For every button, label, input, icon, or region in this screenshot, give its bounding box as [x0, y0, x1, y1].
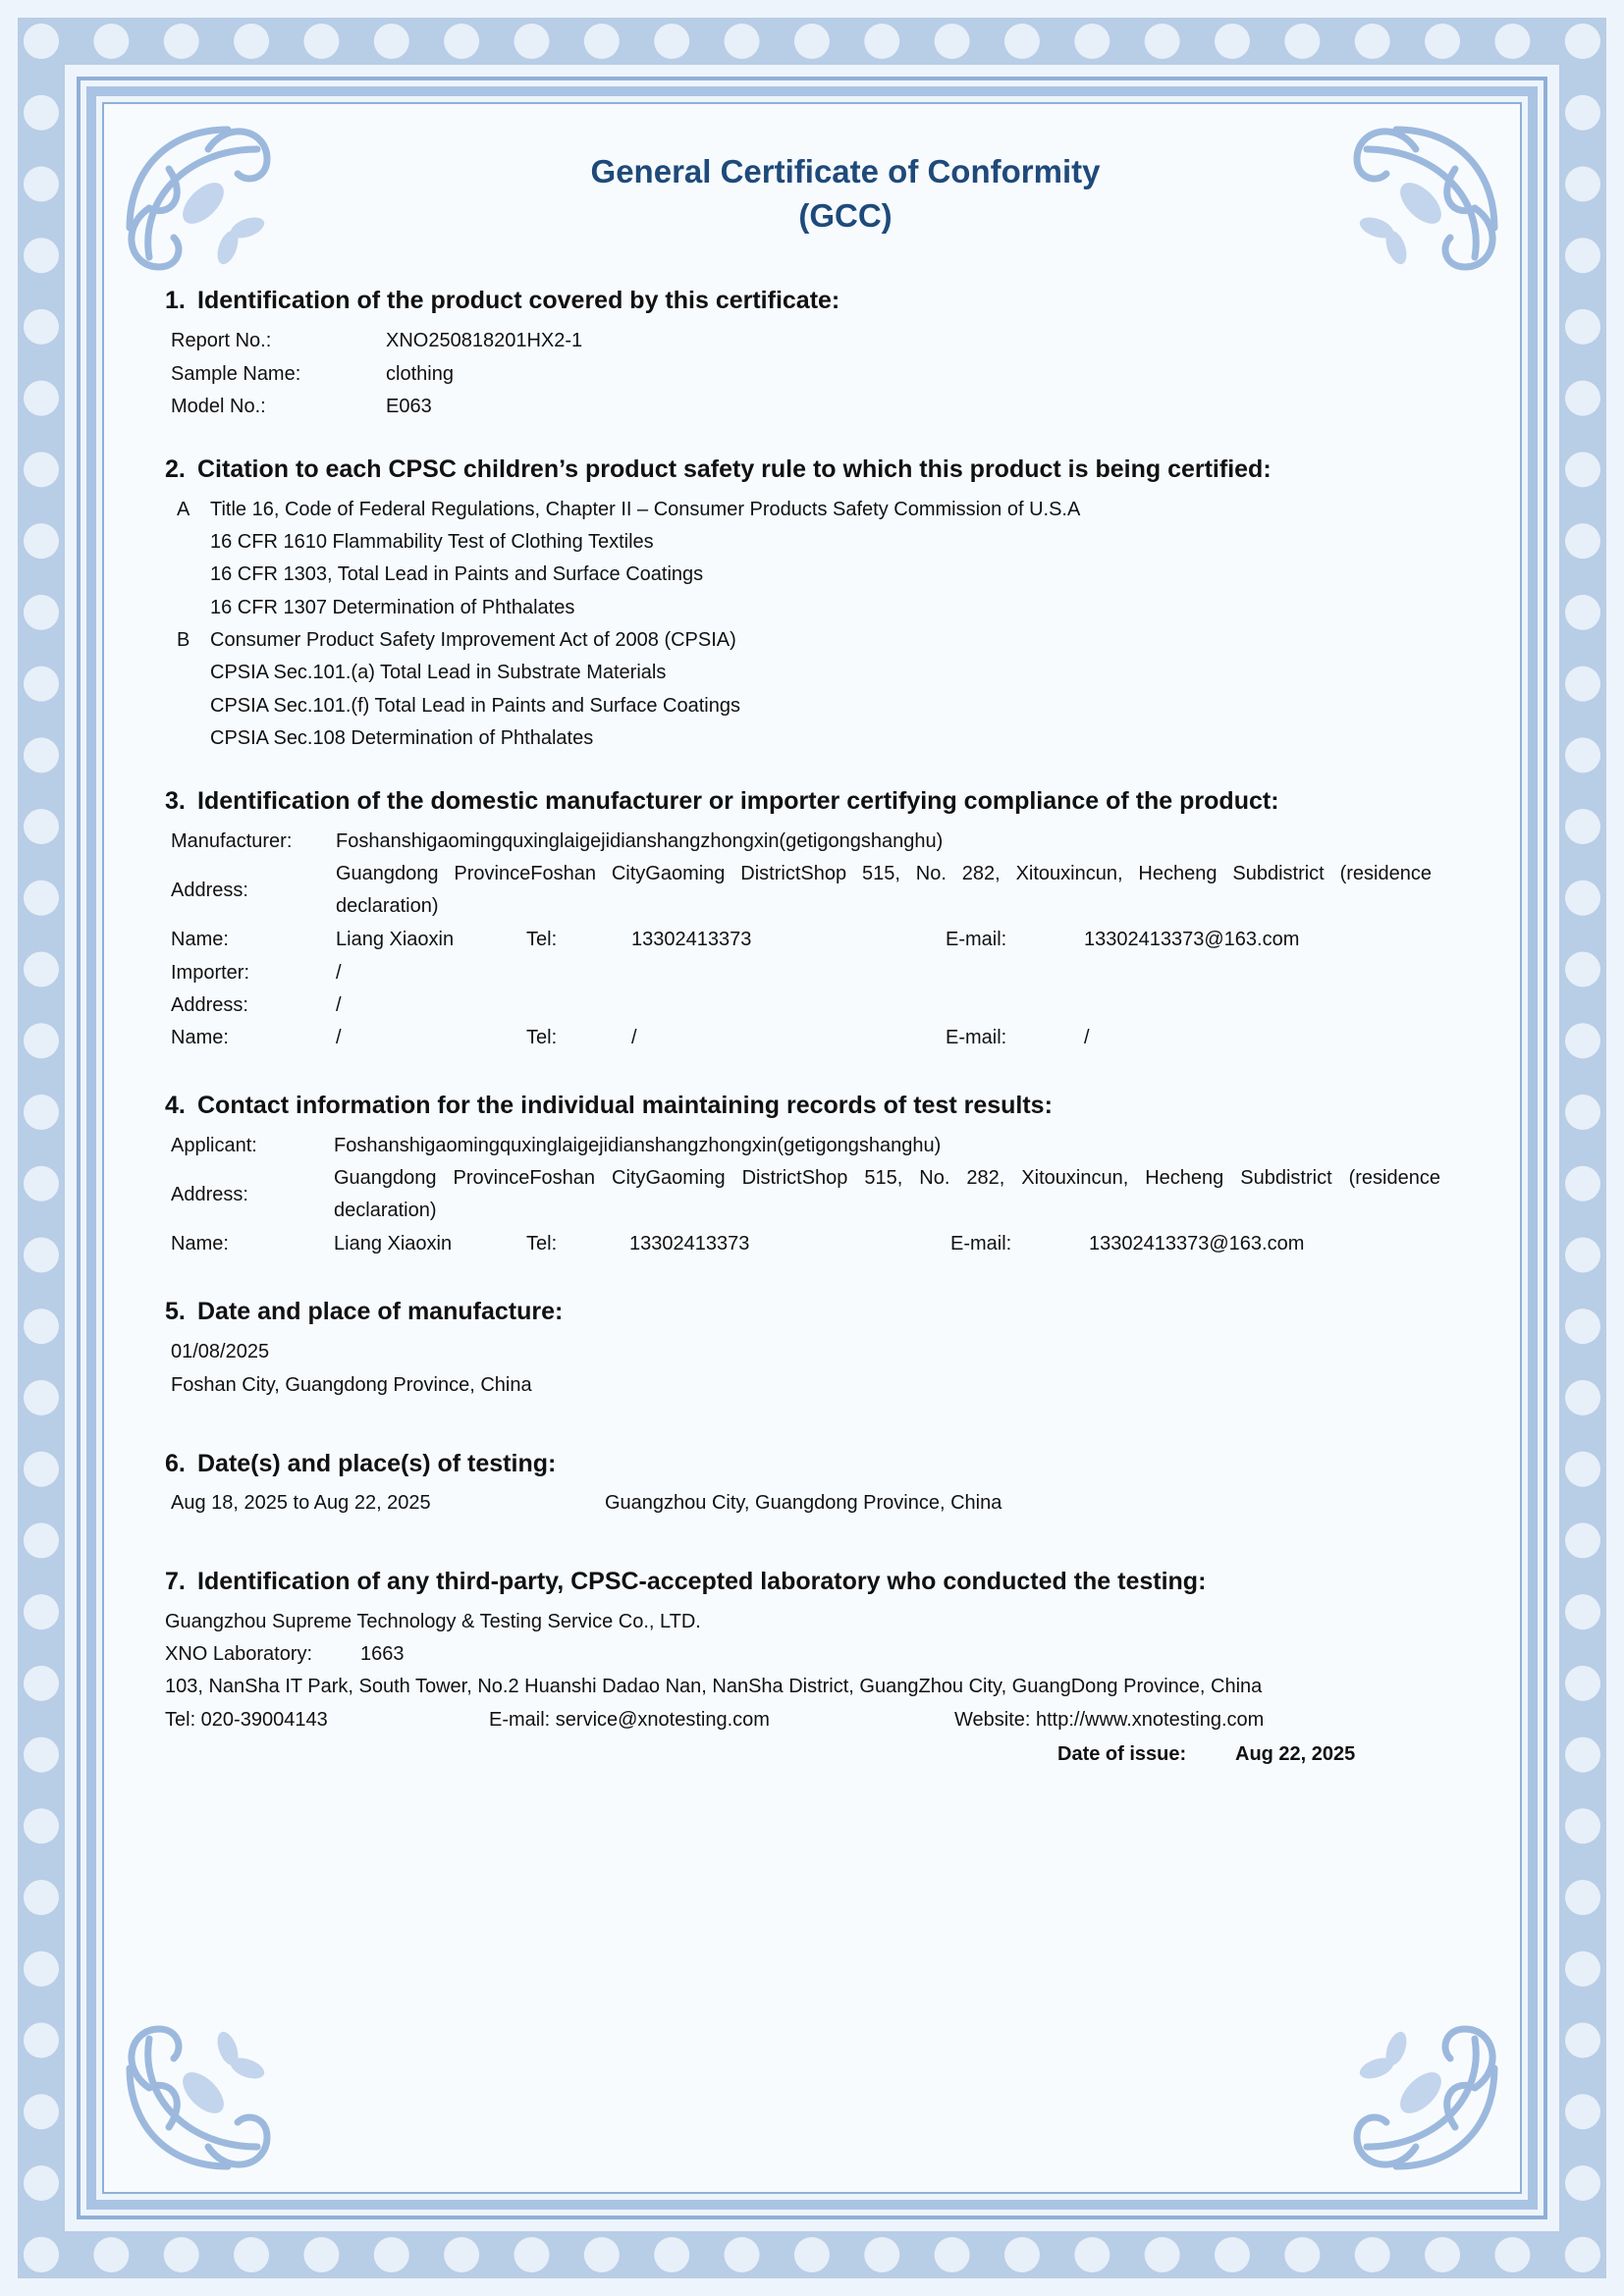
address-value: Guangdong ProvinceFoshan CityGaoming DistrictShop 515, No. 282, Xitouxincun, Hecheng Subdistrict (residence: [336, 863, 1432, 884]
section-5-heading: [165, 1298, 563, 1326]
section-title: Contact information for the individual maintaining records of test results:: [197, 1092, 1053, 1119]
section-number: 6.: [165, 1450, 186, 1477]
address-label: Address:: [171, 1184, 248, 1205]
importer-tel-value: /: [631, 1027, 637, 1048]
report-no-value: XNO250818201HX2-1: [386, 330, 583, 351]
date-of-issue-label: Date of issue:: [1057, 1743, 1187, 1765]
manufacture-date: 01/08/2025: [171, 1341, 270, 1362]
section-4-heading: [165, 1092, 1053, 1120]
section-2-heading: [165, 455, 1272, 484]
section-title: Identification of the product covered by this certificate:: [197, 287, 840, 314]
importer-name-label: Name:: [171, 1027, 229, 1048]
address-value-cont: declaration): [334, 1200, 437, 1221]
email-value: 13302413373@163.com: [1089, 1233, 1305, 1255]
tel-value: 13302413373: [631, 929, 752, 950]
lab-number: 1663: [360, 1643, 405, 1665]
lab-website: Website: http://www.xnotesting.com: [954, 1709, 1265, 1731]
address-label: Address:: [171, 880, 248, 901]
lab-address: 103, NanSha IT Park, South Tower, No.2 Huanshi Dadao Nan, NanSha District, GuangZhou City, GuangDong Province, China: [165, 1676, 1263, 1697]
section-number: 3.: [165, 787, 186, 815]
section-number: 4.: [165, 1092, 186, 1119]
importer-name-value: /: [336, 1027, 342, 1048]
email-value: 13302413373@163.com: [1084, 929, 1300, 950]
regulation-line: 16 CFR 1307 Determination of Phthalates: [210, 597, 575, 618]
manufacturer-value: Foshanshigaomingquxinglaigejidianshangzhongxin(getigongshanghu): [336, 830, 944, 852]
sample-name-label: Sample Name:: [171, 363, 301, 385]
list-marker-b: B: [177, 629, 190, 651]
model-no-value: E063: [386, 396, 432, 417]
regulation-line: Consumer Product Safety Improvement Act of 2008 (CPSIA): [210, 629, 736, 651]
list-marker-a: A: [177, 499, 190, 520]
section-7-heading: [165, 1568, 1206, 1596]
lab-tel: Tel: 020-39004143: [165, 1709, 328, 1731]
manufacture-place: Foshan City, Guangdong Province, China: [171, 1374, 532, 1396]
email-label: E-mail:: [950, 1233, 1012, 1255]
tel-value: 13302413373: [629, 1233, 750, 1255]
regulation-line: CPSIA Sec.101.(f) Total Lead in Paints and Surface Coatings: [210, 695, 740, 717]
lab-name: Guangzhou Supreme Technology & Testing Service Co., LTD.: [165, 1611, 701, 1632]
name-value: Liang Xiaoxin: [334, 1233, 453, 1255]
importer-email-value: /: [1084, 1027, 1090, 1048]
section-title: Identification of any third-party, CPSC-accepted laboratory who conducted the testing:: [197, 1568, 1207, 1595]
report-no-label: Report No.:: [171, 330, 272, 351]
section-title: Identification of the domestic manufacturer or importer certifying compliance of the product:: [197, 787, 1279, 815]
address-value-cont: declaration): [336, 895, 439, 917]
importer-address-value: /: [336, 994, 342, 1016]
section-number: 1.: [165, 287, 186, 314]
certificate-subtitle: (GCC): [798, 197, 893, 234]
section-title: Date(s) and place(s) of testing:: [197, 1450, 557, 1477]
section-1-heading: [165, 287, 839, 315]
testing-dates: Aug 18, 2025 to Aug 22, 2025: [171, 1492, 431, 1514]
regulation-line: 16 CFR 1303, Total Lead in Paints and Surface Coatings: [210, 563, 704, 585]
email-label: E-mail:: [946, 929, 1007, 950]
section-title: Date and place of manufacture:: [197, 1298, 564, 1325]
applicant-value: Foshanshigaomingquxinglaigejidianshangzhongxin(getigongshanghu): [334, 1135, 942, 1156]
section-3-heading: [165, 787, 1279, 816]
regulation-line: 16 CFR 1610 Flammability Test of Clothing Textiles: [210, 531, 654, 553]
section-6-heading: [165, 1450, 556, 1478]
manufacturer-label: Manufacturer:: [171, 830, 293, 852]
regulation-line: CPSIA Sec.108 Determination of Phthalates: [210, 727, 594, 749]
date-of-issue-value: Aug 22, 2025: [1235, 1743, 1356, 1765]
tel-label: Tel:: [526, 1233, 558, 1255]
name-value: Liang Xiaoxin: [336, 929, 455, 950]
section-title: Citation to each CPSC children’s product safety rule to which this product is being certified:: [197, 455, 1272, 483]
testing-place: Guangzhou City, Guangdong Province, China: [605, 1492, 1002, 1514]
section-number: 7.: [165, 1568, 186, 1595]
section-number: 2.: [165, 455, 186, 483]
lab-email: E-mail: service@xnotesting.com: [489, 1709, 770, 1731]
certificate-title: General Certificate of Conformity: [590, 153, 1101, 189]
sample-name-value: clothing: [386, 363, 454, 385]
model-no-label: Model No.:: [171, 396, 266, 417]
importer-tel-label: Tel:: [526, 1027, 558, 1048]
section-number: 5.: [165, 1298, 186, 1325]
importer-address-label: Address:: [171, 994, 248, 1016]
applicant-label: Applicant:: [171, 1135, 257, 1156]
tel-label: Tel:: [526, 929, 558, 950]
regulation-line: CPSIA Sec.101.(a) Total Lead in Substrate Materials: [210, 662, 667, 683]
importer-label: Importer:: [171, 962, 250, 984]
address-value: Guangdong ProvinceFoshan CityGaoming DistrictShop 515, No. 282, Xitouxincun, Hecheng Subdistrict (residence: [334, 1167, 1440, 1189]
importer-email-label: E-mail:: [946, 1027, 1007, 1048]
name-label: Name:: [171, 929, 229, 950]
regulation-line: Title 16, Code of Federal Regulations, Chapter II – Consumer Products Safety Commission of U.S.A: [210, 499, 1081, 520]
name-label: Name:: [171, 1233, 229, 1255]
lab-label: XNO Laboratory:: [165, 1643, 313, 1665]
importer-value: /: [336, 962, 342, 984]
